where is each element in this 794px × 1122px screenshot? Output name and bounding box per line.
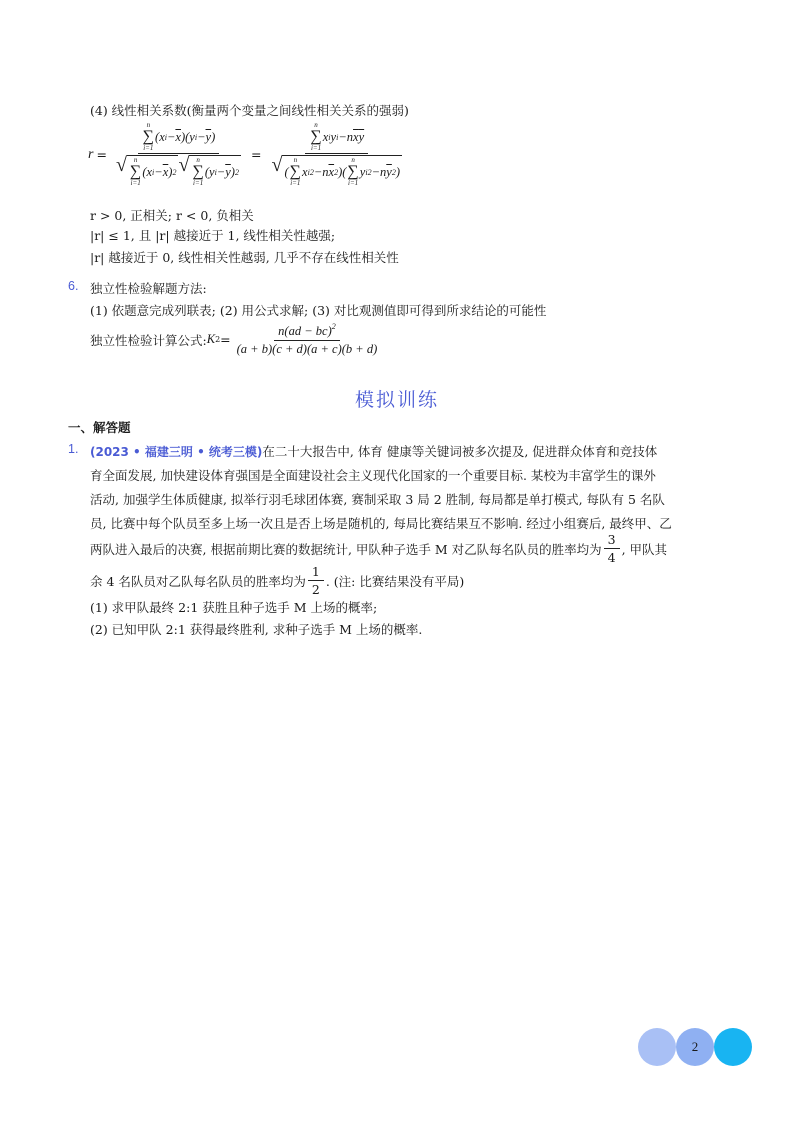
item6-number: 6. <box>68 279 79 293</box>
part-heading: 一、解答题 <box>68 420 131 435</box>
question1-line5 <box>90 532 667 565</box>
question1-line2: 育全面发展, 加快建设体育强国是全面建设社会主义现代化国家的一个重要目标. 某校为丰富学生的课外 <box>90 468 656 483</box>
question1-line4: 员, 比赛中每个队员至多上场一次且是否上场是随机的, 每局比赛结果互不影响. 经过小组赛后, 最终甲、乙 <box>90 516 672 531</box>
question1-line6b: . (注: 比赛结果没有平局) <box>325 573 465 589</box>
formula-lhs: K <box>206 332 216 346</box>
page-circle-cyan <box>714 1028 752 1066</box>
question1-line6a: 余 4 名队员对乙队每名队员的胜率均为 <box>90 573 306 589</box>
question1-line6 <box>90 564 464 597</box>
page-circle-light <box>638 1028 676 1066</box>
question1-number: 1. <box>68 442 79 456</box>
formula-denominator: (a + b)(c + d)(a + c)(b + d) <box>236 342 378 356</box>
question1-source: (2023 • 福建三明 • 统考三模) <box>90 445 263 459</box>
item6-title: 独立性检验解题方法: <box>90 281 207 296</box>
formula-label: 独立性检验计算公式: <box>90 332 207 348</box>
formula-numerator: n(ad − bc) <box>278 324 332 338</box>
page-number: 2 <box>676 1028 714 1066</box>
fraction-1-2-numerator: 1 <box>308 564 324 581</box>
question1-line1: 在二十大报告中, 体育 健康等关键词被多次提及, 促进群众体育和竞技体 <box>262 444 658 459</box>
r-sign-line: r > 0, 正相关; r < 0, 负相关 <box>90 208 254 223</box>
fraction-1-2-denominator: 2 <box>311 582 320 597</box>
question1-line5b: , 甲队其 <box>621 541 668 557</box>
question1-line3: 活动, 加强学生体质健康, 拟举行羽毛球团体赛, 赛制采取 3 局 2 胜制, 每局都是单打模式, 每队有 5 名队 <box>90 492 665 507</box>
correlation-formula: r = n ∑ i=1 (x i − $\overline{x}$ )(y i − $\overline{y}$ ) √ n ∑ i=1 (x i − $\overline{x}$ ) 2 √ n ∑ i=1 (y i − $\overline{y}$ ) 2 = n ∑ i=1 x i y i −n $\overline{x}$ $\overline{y}$ √ ( n ∑ i=1 x i 2 −n $\overline{x}$ 2 )( n ∑ i=1 y i 2 −n $\overline{y}$ 2 ) <box>88 121 401 187</box>
abs-r-line-2: |r| 越接近于 0, 线性相关性越弱, 几乎不存在线性相关性 <box>90 250 399 265</box>
question1-sub1: (1) 求甲队最终 2:1 获胜且种子选手 M 上场的概率; <box>90 600 378 615</box>
fraction-3-4-numerator: 3 <box>604 532 620 549</box>
question1-sub2: (2) 已知甲队 2:1 获得最终胜利, 求种子选手 M 上场的概率. <box>90 622 423 637</box>
abs-r-line-1: |r| ≤ 1, 且 |r| 越接近于 1, 线性相关性越强; <box>90 228 336 243</box>
section4-heading: (4) 线性相关系数(衡量两个变量之间线性相关关系的强弱) <box>90 103 409 118</box>
item6-steps: (1) 依题意完成列联表; (2) 用公式求解; (3) 对比观测值即可得到所求结论的可能性 <box>90 303 547 318</box>
section-title: 模拟训练 <box>354 389 439 411</box>
question1-line5a: 两队进入最后的决赛, 根据前期比赛的数据统计, 甲队种子选手 M 对乙队每名队员的胜率均为 <box>90 541 602 557</box>
question1-first-line <box>90 442 657 460</box>
fraction-3-4-denominator: 4 <box>607 550 616 565</box>
independence-formula: 独立性检验计算公式: K 2 = $\frac{n(ad - bc)^2}{(a + b)(c + d)(a + c)(b + d)}$ <box>90 322 383 357</box>
